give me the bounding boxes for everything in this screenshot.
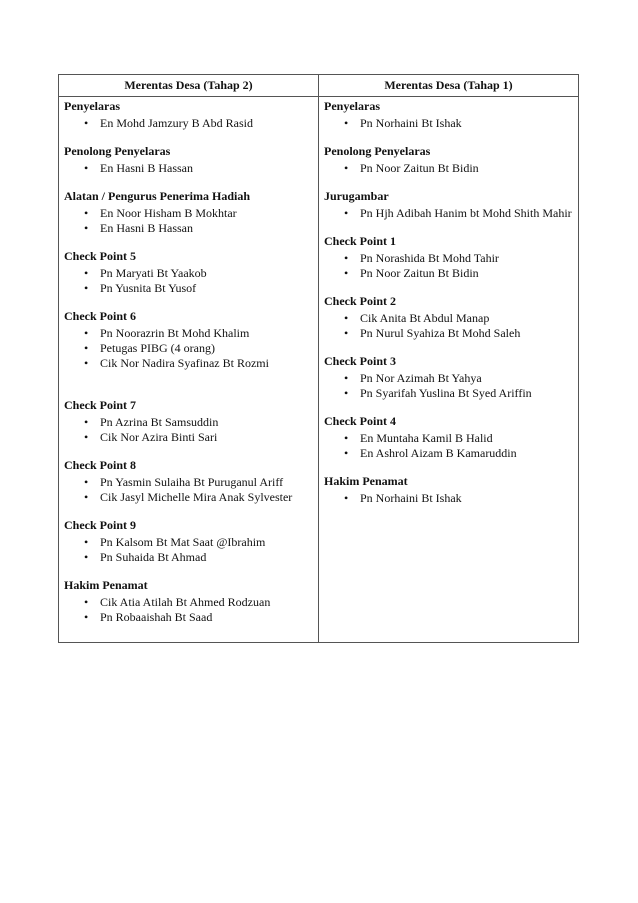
section-title: Check Point 2 <box>324 294 396 308</box>
member-name: Pn Azrina Bt Samsuddin <box>100 415 219 429</box>
section-check-point-1 <box>324 234 574 281</box>
bullet-icon: • <box>344 206 349 220</box>
section-jurugambar <box>324 189 574 221</box>
member-name: Pn Suhaida Bt Ahmad <box>100 550 207 564</box>
section-penyelaras <box>324 99 574 131</box>
bullet-icon: • <box>344 386 349 400</box>
bullet-icon: • <box>84 281 89 295</box>
bullet-icon: • <box>344 446 349 460</box>
member-item <box>64 415 314 430</box>
member-item <box>64 550 314 565</box>
member-list <box>324 371 574 401</box>
member-item <box>324 116 574 131</box>
header-tahap-2: Merentas Desa (Tahap 2) <box>59 75 319 97</box>
member-item <box>64 610 314 625</box>
member-name: Pn Noor Zaitun Bt Bidin <box>360 266 479 280</box>
committee-table <box>58 74 579 643</box>
member-item <box>64 475 314 490</box>
section-title: Check Point 5 <box>64 249 136 263</box>
section-title: Hakim Penamat <box>64 578 148 592</box>
member-item <box>64 326 314 341</box>
member-name: Pn Kalsom Bt Mat Saat @Ibrahim <box>100 535 266 549</box>
section-hakim-penamat <box>324 474 574 506</box>
member-list <box>324 206 574 221</box>
member-name: En Hasni B Hassan <box>100 221 193 235</box>
member-item <box>324 311 574 326</box>
member-name: Pn Norashida Bt Mohd Tahir <box>360 251 499 265</box>
section-penolong-penyelaras <box>64 144 314 176</box>
bullet-icon: • <box>84 161 89 175</box>
member-item <box>64 161 314 176</box>
member-item <box>324 206 574 221</box>
member-item <box>324 326 574 341</box>
member-list <box>324 311 574 341</box>
member-item <box>64 281 314 296</box>
member-item <box>64 490 314 505</box>
section-hakim-penamat <box>64 578 314 625</box>
bullet-icon: • <box>84 221 89 235</box>
bullet-icon: • <box>344 311 349 325</box>
bullet-icon: • <box>84 116 89 130</box>
bullet-icon: • <box>84 595 89 609</box>
member-list <box>324 431 574 461</box>
member-list <box>64 116 314 131</box>
member-list <box>324 116 574 131</box>
section-check-point-6 <box>64 309 314 371</box>
member-item <box>64 595 314 610</box>
member-item <box>324 266 574 281</box>
bullet-icon: • <box>84 415 89 429</box>
section-title: Penolong Penyelaras <box>324 144 431 158</box>
section-title: Penyelaras <box>324 99 380 113</box>
member-list <box>324 161 574 176</box>
bullet-icon: • <box>84 535 89 549</box>
bullet-icon: • <box>344 116 349 130</box>
member-list <box>64 475 314 505</box>
member-name: Pn Robaaishah Bt Saad <box>100 610 213 624</box>
member-item <box>64 266 314 281</box>
bullet-icon: • <box>344 251 349 265</box>
section-title: Hakim Penamat <box>324 474 408 488</box>
member-name: En Hasni B Hassan <box>100 161 193 175</box>
member-name: Pn Maryati Bt Yaakob <box>100 266 207 280</box>
bullet-icon: • <box>84 475 89 489</box>
bullet-icon: • <box>84 326 89 340</box>
member-item <box>324 161 574 176</box>
member-name: Cik Anita Bt Abdul Manap <box>360 311 490 325</box>
member-list <box>64 415 314 445</box>
section-title: Check Point 9 <box>64 518 136 532</box>
member-name: Pn Noorazrin Bt Mohd Khalim <box>100 326 250 340</box>
bullet-icon: • <box>344 266 349 280</box>
member-name: En Muntaha Kamil B Halid <box>360 431 493 445</box>
section-title: Penolong Penyelaras <box>64 144 171 158</box>
section-title: Check Point 6 <box>64 309 136 323</box>
section-title: Check Point 3 <box>324 354 396 368</box>
member-name: En Ashrol Aizam B Kamaruddin <box>360 446 517 460</box>
bullet-icon: • <box>344 161 349 175</box>
tahap-2-column <box>59 97 319 643</box>
member-name: Pn Noor Zaitun Bt Bidin <box>360 161 479 175</box>
member-name: Cik Atia Atilah Bt Ahmed Rodzuan <box>100 595 271 609</box>
member-list <box>64 326 314 371</box>
header-row <box>59 75 579 97</box>
member-name: Pn Hjh Adibah Hanim bt Mohd Shith Mahir <box>360 206 572 220</box>
bullet-icon: • <box>84 610 89 624</box>
bullet-icon: • <box>344 326 349 340</box>
section-penyelaras <box>64 99 314 131</box>
member-name: Pn Norhaini Bt Ishak <box>360 491 462 505</box>
member-item <box>324 371 574 386</box>
member-item <box>64 221 314 236</box>
section-check-point-2 <box>324 294 574 341</box>
section-title: Check Point 8 <box>64 458 136 472</box>
member-list <box>64 161 314 176</box>
section-title: Penyelaras <box>64 99 120 113</box>
section-title: Alatan / Pengurus Penerima Hadiah <box>64 189 251 203</box>
member-item <box>64 341 314 356</box>
member-item <box>64 356 314 371</box>
member-name: Pn Yusnita Bt Yusof <box>100 281 197 295</box>
bullet-icon: • <box>84 206 89 220</box>
member-list <box>324 251 574 281</box>
section-title: Check Point 1 <box>324 234 396 248</box>
member-name: Pn Nor Azimah Bt Yahya <box>360 371 482 385</box>
member-name: Pn Syarifah Yuslina Bt Syed Ariffin <box>360 386 532 400</box>
member-item <box>324 251 574 266</box>
tahap-1-sections <box>319 97 578 523</box>
section-title: Check Point 7 <box>64 398 136 412</box>
member-item <box>64 206 314 221</box>
bullet-icon: • <box>84 550 89 564</box>
section-title: Jurugambar <box>324 189 389 203</box>
section-check-point-5 <box>64 249 314 296</box>
member-name: Cik Nor Nadira Syafinaz Bt Rozmi <box>100 356 269 370</box>
section-check-point-4 <box>324 414 574 461</box>
section-check-point-3 <box>324 354 574 401</box>
member-item <box>324 446 574 461</box>
member-name: En Noor Hisham B Mokhtar <box>100 206 237 220</box>
member-name: Pn Nurul Syahiza Bt Mohd Saleh <box>360 326 521 340</box>
bullet-icon: • <box>84 266 89 280</box>
content-row <box>59 97 579 643</box>
tahap-1-column <box>319 97 579 643</box>
bullet-icon: • <box>344 491 349 505</box>
member-item <box>324 491 574 506</box>
member-item <box>64 116 314 131</box>
member-list <box>64 206 314 236</box>
bullet-icon: • <box>84 356 89 370</box>
section-title: Check Point 4 <box>324 414 396 428</box>
bullet-icon: • <box>344 431 349 445</box>
member-item <box>64 430 314 445</box>
member-list <box>64 535 314 565</box>
section-check-point-8 <box>64 458 314 505</box>
section-penolong-penyelaras <box>324 144 574 176</box>
tahap-2-sections <box>59 97 318 642</box>
member-item <box>64 535 314 550</box>
bullet-icon: • <box>344 371 349 385</box>
member-item <box>324 386 574 401</box>
member-list <box>64 595 314 625</box>
member-name: Cik Nor Azira Binti Sari <box>100 430 218 444</box>
bullet-icon: • <box>84 430 89 444</box>
member-item <box>324 431 574 446</box>
section-check-point-9 <box>64 518 314 565</box>
member-name: Pn Yasmin Sulaiha Bt Puruganul Ariff <box>100 475 284 489</box>
bullet-icon: • <box>84 490 89 504</box>
bullet-icon: • <box>84 341 89 355</box>
section-check-point-7 <box>64 398 314 445</box>
member-name: Cik Jasyl Michelle Mira Anak Sylvester <box>100 490 293 504</box>
section-alatan-pengurus-penerima-hadiah <box>64 189 314 236</box>
member-name: Pn Norhaini Bt Ishak <box>360 116 462 130</box>
member-name: En Mohd Jamzury B Abd Rasid <box>100 116 253 130</box>
header-tahap-1: Merentas Desa (Tahap 1) <box>319 75 579 97</box>
member-list <box>324 491 574 506</box>
member-list <box>64 266 314 296</box>
member-name: Petugas PIBG (4 orang) <box>100 341 215 355</box>
